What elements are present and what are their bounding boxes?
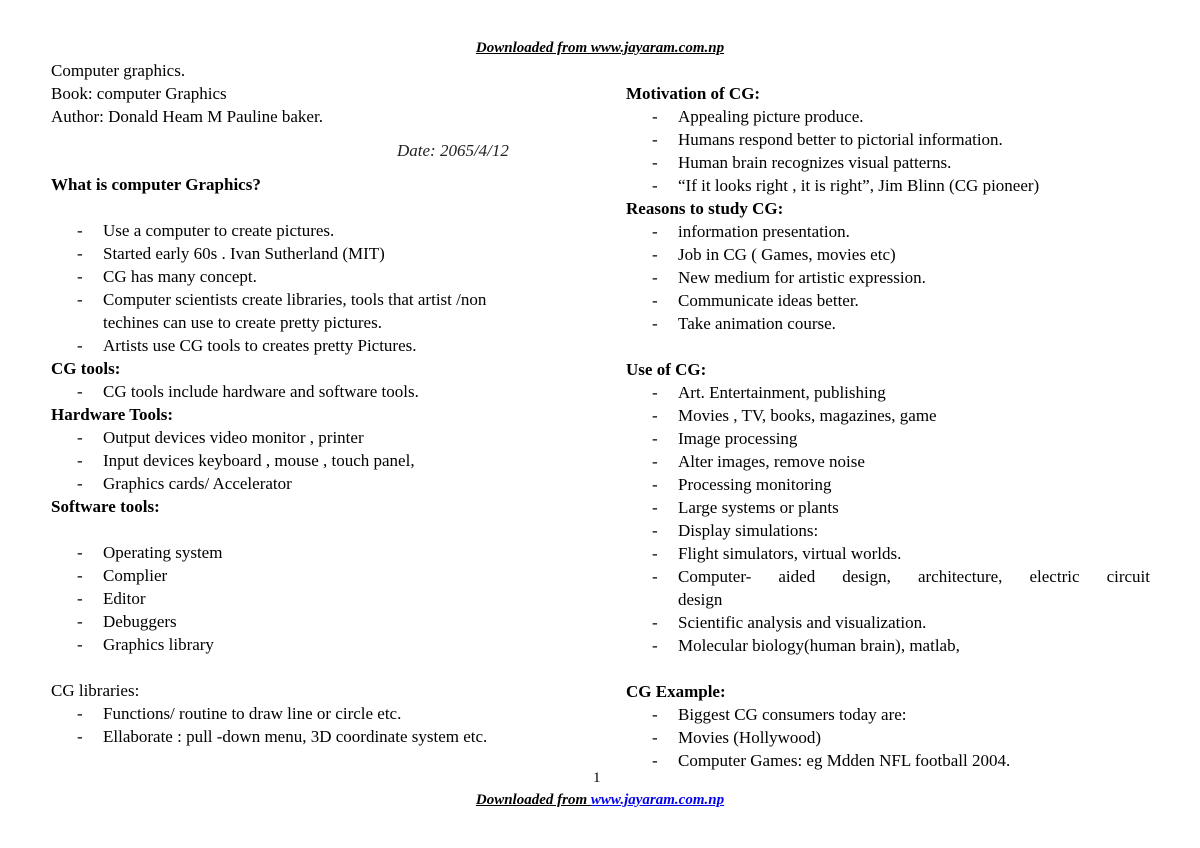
list-item: - Movies (Hollywood) <box>626 726 1150 749</box>
right-column <box>626 82 1150 772</box>
list-item: - Artists use CG tools to creates pretty Pictures. <box>51 334 581 357</box>
section-heading-reasons: Reasons to study CG: <box>626 199 784 218</box>
page-footer <box>0 792 1200 809</box>
footer-link[interactable]: www.jayaram.com.np <box>590 792 725 808</box>
list-item: - Computer Games: eg Mdden NFL football 2004. <box>626 749 1150 772</box>
section-heading-cg-tools: CG tools: <box>51 359 121 378</box>
list-software-tools <box>51 541 581 656</box>
left-column <box>51 59 581 748</box>
list-item: - CG has many concept. <box>51 265 581 288</box>
list-item: - Take animation course. <box>626 312 1150 335</box>
spacer <box>51 518 581 541</box>
list-hardware-tools <box>51 426 581 495</box>
list-item: - Display simulations: <box>626 519 1150 542</box>
section-heading-cg-libraries: CG libraries: <box>51 681 140 700</box>
list-item-line: techines can use to create pretty pictures. <box>103 313 382 332</box>
list-use-of-cg <box>626 381 1150 657</box>
date-line: Date: 2065/4/12 <box>397 141 509 160</box>
section-heading-cg-example: CG Example: <box>626 682 726 701</box>
list-item: - Movies , TV, books, magazines, game <box>626 404 1150 427</box>
list-item: - Started early 60s . Ivan Sutherland (MIT) <box>51 242 581 265</box>
list-item: - Debuggers <box>51 610 581 633</box>
section-heading-use-of-cg: Use of CG: <box>626 360 707 379</box>
list-item: - Graphics library <box>51 633 581 656</box>
list-item: - Graphics cards/ Accelerator <box>51 472 581 495</box>
list-reasons <box>626 220 1150 335</box>
list-item: - Communicate ideas better. <box>626 289 1150 312</box>
list-cg-libraries <box>51 702 581 748</box>
list-item: - “If it looks right , it is right”, Jim Blinn (CG pioneer) <box>626 174 1150 197</box>
spacer <box>51 656 581 679</box>
list-item: - Alter images, remove noise <box>626 450 1150 473</box>
list-item: - CG tools include hardware and software tools. <box>51 380 581 403</box>
list-item-line: Computer scientists create libraries, tools that artist /non <box>103 290 487 309</box>
list-item: - Use a computer to create pictures. <box>51 219 581 242</box>
spacer <box>626 657 1150 680</box>
footer-prefix: Downloaded from <box>475 792 591 808</box>
list-item: - Flight simulators, virtual worlds. <box>626 542 1150 565</box>
spacer <box>626 335 1150 358</box>
list-item: - Image processing <box>626 427 1150 450</box>
list-item <box>51 288 581 334</box>
list-item: - Art. Entertainment, publishing <box>626 381 1150 404</box>
list-item-line: design <box>678 590 723 609</box>
section-heading-hardware-tools: Hardware Tools: <box>51 405 174 424</box>
list-item: - Complier <box>51 564 581 587</box>
list-item: - Human brain recognizes visual patterns. <box>626 151 1150 174</box>
list-item: - Biggest CG consumers today are: <box>626 703 1150 726</box>
list-item: - Functions/ routine to draw line or circle etc. <box>51 702 581 725</box>
list-item: - Job in CG ( Games, movies etc) <box>626 243 1150 266</box>
list-what-is-cg <box>51 219 581 357</box>
list-item: - Large systems or plants <box>626 496 1150 519</box>
list-item: - Scientific analysis and visualization. <box>626 611 1150 634</box>
list-item <box>626 565 1150 611</box>
page-header: Downloaded from www.jayaram.com.np <box>475 40 725 56</box>
section-heading-what-is-cg: What is computer Graphics? <box>51 175 261 194</box>
list-item: - Editor <box>51 587 581 610</box>
page-number: 1 <box>593 770 601 786</box>
list-cg-tools <box>51 380 581 403</box>
author-line: Author: Donald Heam M Pauline baker. <box>51 107 323 126</box>
list-item: - Ellaborate : pull -down menu, 3D coordinate system etc. <box>51 725 581 748</box>
list-item: - Input devices keyboard , mouse , touch panel, <box>51 449 581 472</box>
list-item: - Operating system <box>51 541 581 564</box>
list-item: - Output devices video monitor , printer <box>51 426 581 449</box>
list-item: - Processing monitoring <box>626 473 1150 496</box>
spacer <box>51 196 581 219</box>
book-line: Book: computer Graphics <box>51 84 227 103</box>
list-item-line: - Computer- aided design, architecture, electric circuit <box>678 567 1150 586</box>
list-cg-example <box>626 703 1150 772</box>
section-heading-software-tools: Software tools: <box>51 497 160 516</box>
list-item: - Humans respond better to pictorial information. <box>626 128 1150 151</box>
list-item: - information presentation. <box>626 220 1150 243</box>
list-motivation <box>626 105 1150 197</box>
list-item: - New medium for artistic expression. <box>626 266 1150 289</box>
list-item: - Appealing picture produce. <box>626 105 1150 128</box>
doc-title: Computer graphics. <box>51 61 186 80</box>
section-heading-motivation: Motivation of CG: <box>626 84 761 103</box>
list-item: - Molecular biology(human brain), matlab, <box>626 634 1150 657</box>
